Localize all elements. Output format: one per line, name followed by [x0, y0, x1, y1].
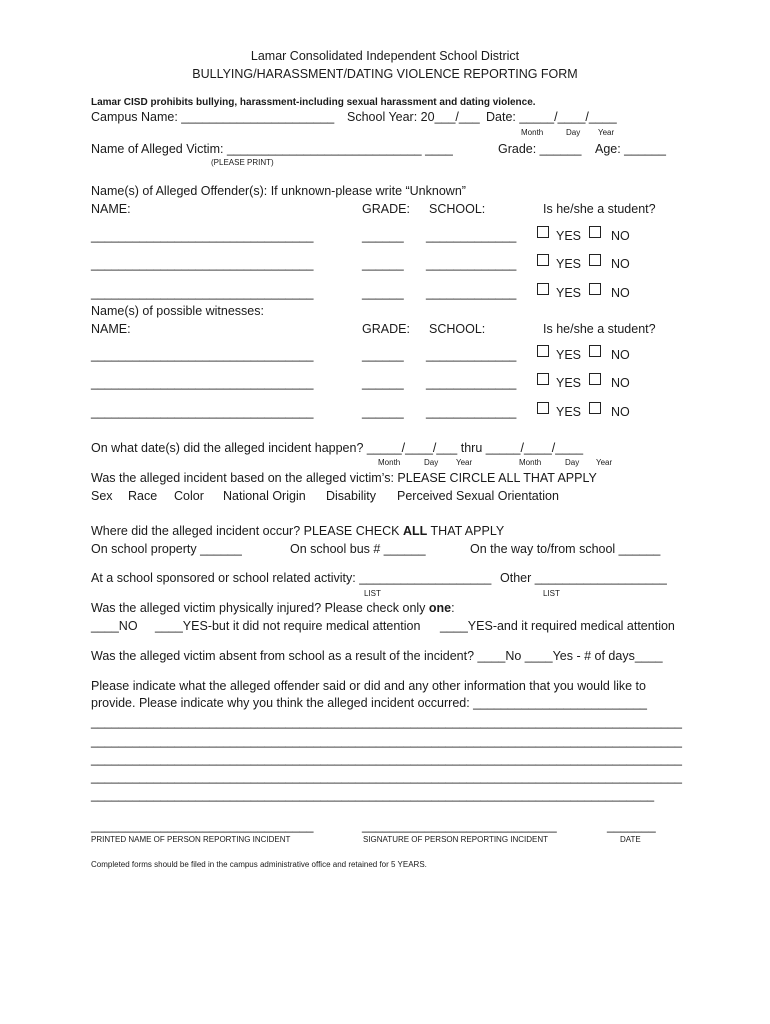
witness-school-field[interactable]: _____________: [426, 348, 517, 362]
location-question-suffix: THAT APPLY: [427, 524, 505, 538]
printed-name-label: PRINTED NAME OF PERSON REPORTING INCIDENT: [91, 835, 291, 844]
witnesses-name-header: NAME:: [91, 322, 131, 336]
basis-option-color[interactable]: Color: [174, 489, 204, 503]
witness-no-checkbox[interactable]: [589, 373, 601, 385]
offender-grade-field[interactable]: ______: [362, 257, 404, 271]
location-school-property[interactable]: On school property ______: [91, 542, 242, 556]
date-year-label: Year: [598, 128, 615, 137]
offender-yes-checkbox[interactable]: [537, 226, 549, 238]
offender-school-field[interactable]: _____________: [426, 257, 517, 271]
injury-yes-no-medical-option[interactable]: ____YES-but it did not require medical attention: [155, 619, 421, 633]
offender-yes-label: YES: [556, 229, 582, 243]
witnesses-heading: Name(s) of possible witnesses:: [91, 304, 264, 318]
school-year-field[interactable]: School Year: 20___/___: [347, 110, 480, 124]
witnesses-grade-header: GRADE:: [362, 322, 410, 336]
activity-list-label: LIST: [364, 589, 381, 598]
date-label: DATE: [620, 835, 641, 844]
policy-statement: Lamar CISD prohibits bullying, harassment-including sexual harassment and dating violence.: [91, 97, 536, 108]
location-school-bus[interactable]: On school bus # ______: [290, 542, 426, 556]
witness-name-field[interactable]: ________________________________: [91, 348, 314, 362]
witness-no-label: NO: [611, 348, 630, 362]
date-day-label: Day: [566, 128, 581, 137]
offender-grade-field[interactable]: ______: [362, 229, 404, 243]
narrative-prompt-line2[interactable]: provide. Please indicate why you think the alleged incident occurred: _________________________: [91, 696, 647, 710]
basis-option-sex[interactable]: Sex: [91, 489, 113, 503]
basis-option-national-origin[interactable]: National Origin: [223, 489, 306, 503]
witness-grade-field[interactable]: ______: [362, 376, 404, 390]
incident-end-year-label: Year: [596, 458, 613, 467]
offenders-school-header: SCHOOL:: [429, 202, 486, 216]
offender-grade-field[interactable]: ______: [362, 286, 404, 300]
basis-option-race[interactable]: Race: [128, 489, 158, 503]
offender-name-field[interactable]: ________________________________: [91, 229, 314, 243]
witness-yes-label: YES: [556, 405, 582, 419]
offender-no-checkbox[interactable]: [589, 226, 601, 238]
location-other-field[interactable]: Other ___________________: [500, 571, 667, 585]
campus-name-field[interactable]: Campus Name: ______________________: [91, 110, 335, 124]
offender-no-checkbox[interactable]: [589, 254, 601, 266]
witness-yes-checkbox[interactable]: [537, 345, 549, 357]
witness-yes-label: YES: [556, 348, 582, 362]
offender-name-field[interactable]: ________________________________: [91, 286, 314, 300]
date-month-label: Month: [521, 128, 544, 137]
victim-name-field[interactable]: Name of Alleged Victim: ____________________________ ____: [91, 142, 453, 156]
witness-yes-checkbox[interactable]: [537, 402, 549, 414]
offender-name-field[interactable]: ________________________________: [91, 257, 314, 271]
injury-yes-medical-option[interactable]: ____YES-and it required medical attention: [440, 619, 675, 633]
witness-no-checkbox[interactable]: [589, 402, 601, 414]
witness-grade-field[interactable]: ______: [362, 348, 404, 362]
incident-date-field[interactable]: On what date(s) did the alleged incident happen? _____/____/___ thru _____/____/____: [91, 441, 584, 455]
witness-school-field[interactable]: _____________: [426, 405, 517, 419]
incident-year-label: Year: [456, 458, 473, 467]
witness-no-checkbox[interactable]: [589, 345, 601, 357]
offender-no-label: NO: [611, 229, 630, 243]
offenders-grade-header: GRADE:: [362, 202, 410, 216]
absence-question[interactable]: Was the alleged victim absent from school as a result of the incident? ____No ____Yes - # of days____: [91, 649, 663, 663]
narrative-blank-line[interactable]: _____________________________________________________________________________________: [91, 715, 682, 729]
narrative-blank-line[interactable]: _____________________________________________________________________________________: [91, 734, 682, 748]
location-question: [91, 524, 504, 538]
offender-no-checkbox[interactable]: [589, 283, 601, 295]
offender-yes-checkbox[interactable]: [537, 254, 549, 266]
printed-name-line[interactable]: ________________________________: [91, 819, 314, 833]
witness-yes-checkbox[interactable]: [537, 373, 549, 385]
offender-school-field[interactable]: _____________: [426, 286, 517, 300]
location-question-all: ALL: [402, 524, 428, 538]
offender-no-label: NO: [611, 257, 630, 271]
witnesses-school-header: SCHOOL:: [429, 322, 486, 336]
offenders-name-header: NAME:: [91, 202, 131, 216]
witness-grade-field[interactable]: ______: [362, 405, 404, 419]
incident-end-month-label: Month: [519, 458, 542, 467]
witness-no-label: NO: [611, 376, 630, 390]
signature-line[interactable]: ____________________________: [362, 819, 557, 833]
location-way-to-school[interactable]: On the way to/from school ______: [470, 542, 661, 556]
narrative-blank-line[interactable]: _____________________________________________________________________________________: [91, 770, 682, 784]
location-activity-field[interactable]: At a school sponsored or school related activity: ___________________: [91, 571, 492, 585]
basis-question: Was the alleged incident based on the alleged victim’s: PLEASE CIRCLE ALL THAT APPLY: [91, 471, 597, 485]
witness-yes-label: YES: [556, 376, 582, 390]
narrative-blank-line[interactable]: _________________________________________________________________________________: [91, 788, 655, 802]
injury-question-one: one: [428, 601, 452, 615]
basis-option-disability[interactable]: Disability: [326, 489, 377, 503]
victim-age-field[interactable]: Age: ______: [595, 142, 666, 156]
injury-question: [91, 601, 455, 615]
signature-label: SIGNATURE OF PERSON REPORTING INCIDENT: [363, 835, 549, 844]
injury-no-option[interactable]: ____NO: [91, 619, 138, 633]
witnesses-student-header: Is he/she a student?: [543, 322, 656, 336]
narrative-prompt-line1: Please indicate what the alleged offender said or did and any other information that you would like to: [91, 679, 646, 693]
narrative-blank-line[interactable]: _____________________________________________________________________________________: [91, 752, 682, 766]
offender-yes-checkbox[interactable]: [537, 283, 549, 295]
form-title: BULLYING/HARASSMENT/DATING VIOLENCE REPORTING FORM: [192, 67, 578, 81]
report-date-field[interactable]: Date: _____/____/____: [486, 110, 617, 124]
offenders-heading: Name(s) of Alleged Offender(s): If unknown-please write “Unknown”: [91, 184, 466, 198]
offenders-student-header: Is he/she a student?: [543, 202, 656, 216]
witness-school-field[interactable]: _____________: [426, 376, 517, 390]
district-name: Lamar Consolidated Independent School District: [250, 49, 520, 63]
witness-no-label: NO: [611, 405, 630, 419]
retention-note: Completed forms should be filed in the campus administrative office and retained for 5 YEARS.: [91, 860, 427, 869]
victim-grade-field[interactable]: Grade: ______: [498, 142, 582, 156]
witness-name-field[interactable]: ________________________________: [91, 405, 314, 419]
witness-name-field[interactable]: ________________________________: [91, 376, 314, 390]
basis-option-sexual-orientation[interactable]: Perceived Sexual Orientation: [397, 489, 559, 503]
incident-end-day-label: Day: [565, 458, 580, 467]
offender-yes-label: YES: [556, 286, 582, 300]
date-line[interactable]: _______: [607, 819, 656, 833]
injury-question-text: Was the alleged victim physically injured? Please check only: [91, 601, 429, 615]
other-list-label: LIST: [543, 589, 560, 598]
incident-day-label: Day: [424, 458, 439, 467]
offender-no-label: NO: [611, 286, 630, 300]
incident-month-label: Month: [378, 458, 401, 467]
injury-question-suffix: :: [451, 601, 455, 615]
offender-school-field[interactable]: _____________: [426, 229, 517, 243]
offender-yes-label: YES: [556, 257, 582, 271]
location-question-text: Where did the alleged incident occur? PLEASE CHECK: [91, 524, 403, 538]
please-print-note: (PLEASE PRINT): [211, 158, 274, 167]
